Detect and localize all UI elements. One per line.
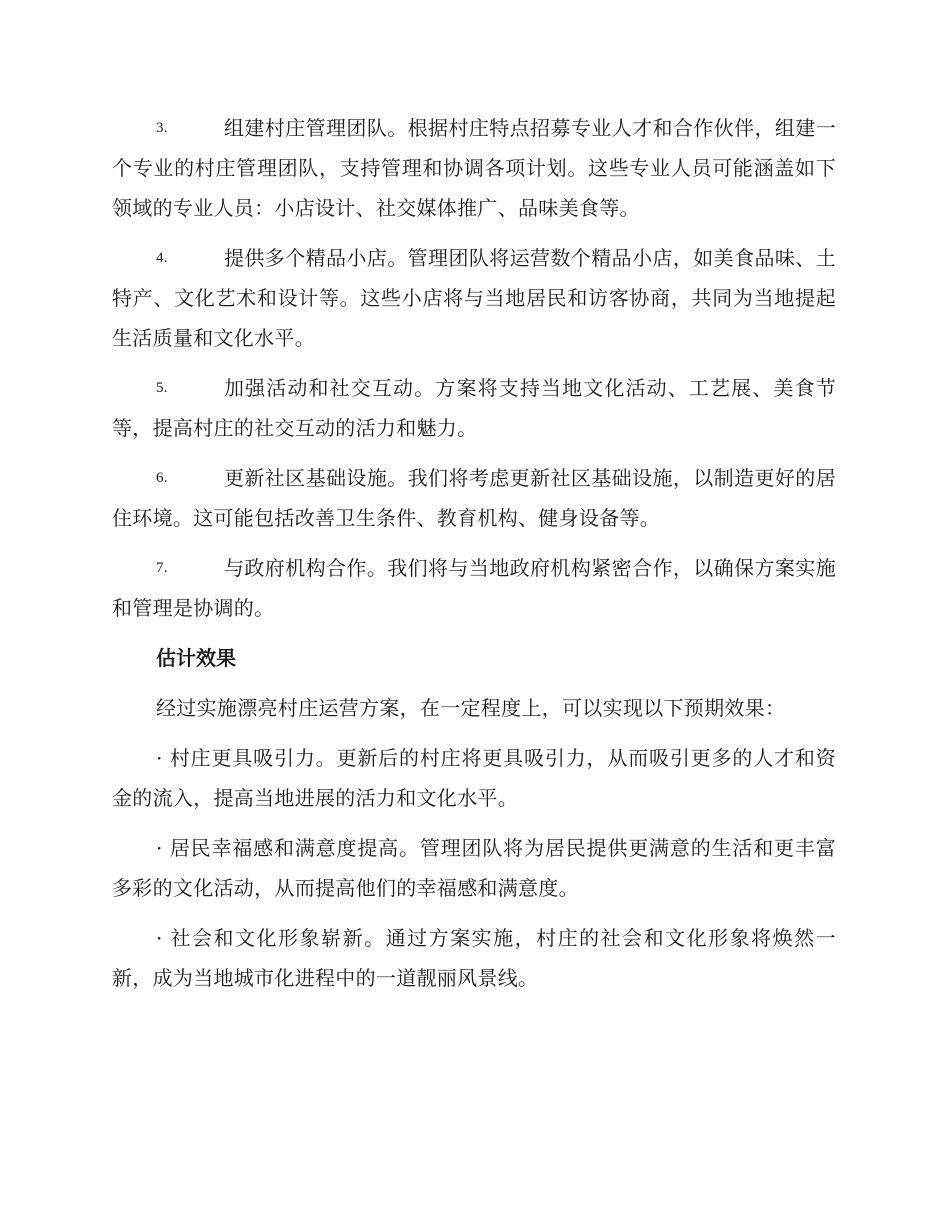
numbered-item-5 [112,368,836,448]
item-number: 5. [156,380,168,396]
document-page [112,108,836,1008]
bullet-item: · 社会和文化形象崭新。通过方案实施，村庄的社会和文化形象将焕然一新，成为当地城市化进程中的一道靓丽风景线。 [112,926,836,990]
item-text: 提供多个精品小店。管理团队将运营数个精品小店，如美食品味、土特产、文化艺术和设计等。这些小店将与当地居民和访客协商，共同为当地提起生活质量和文化水平。 [112,246,836,350]
numbered-item-4 [112,238,836,358]
numbered-item-3 [112,108,836,228]
item-number: 6. [156,470,168,486]
section-intro: 经过实施漂亮村庄运营方案，在一定程度上，可以实现以下预期效果： [156,696,786,720]
item-text: 加强活动和社交互动。方案将支持当地文化活动、工艺展、美食节等，提高村庄的社交互动的活力和魅力。 [112,376,836,440]
item-text: 更新社区基础设施。我们将考虑更新社区基础设施，以制造更好的居住环境。这可能包括改善卫生条件、教育机构、健身设备等。 [112,466,836,530]
item-text: 组建村庄管理团队。根据村庄特点招募专业人才和合作伙伴，组建一个专业的村庄管理团队，支持管理和协调各项计划。这些专业人员可能涵盖如下领域的专业人员：小店设计、社交媒体推广、品味美食等。 [112,116,836,220]
numbered-item-7 [112,548,836,628]
item-number: 3. [156,120,168,136]
numbered-item-6 [112,458,836,538]
bullet-item: · 村庄更具吸引力。更新后的村庄将更具吸引力，从而吸引更多的人才和资金的流入，提高当地进展的活力和文化水平。 [112,746,836,810]
item-number: 7. [156,560,168,576]
item-number: 4. [156,250,168,266]
item-text: 与政府机构合作。我们将与当地政府机构紧密合作，以确保方案实施和管理是协调的。 [112,556,836,620]
section-heading: 估计效果 [156,646,236,670]
bullet-item: · 居民幸福感和满意度提高。管理团队将为居民提供更满意的生活和更丰富多彩的文化活动，从而提高他们的幸福感和满意度。 [112,836,836,900]
